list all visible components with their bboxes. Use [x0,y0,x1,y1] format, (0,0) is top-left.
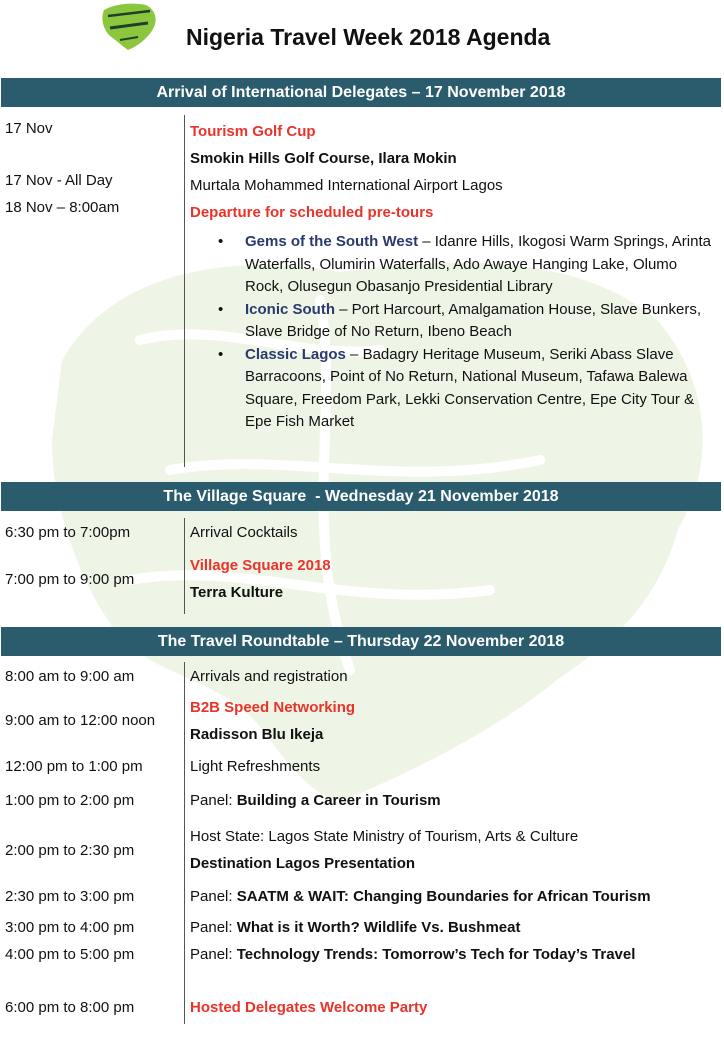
tour-description: – Port Harcourt, Amalgamation House, Slave Bunkers, Slave Bridge of No Return, Ibeno Beach [245,300,702,340]
event-title: Arrivals and registration [190,668,348,685]
event-title [190,946,635,964]
tour-description: – Badagry Heritage Museum, Seriki Abass Slave Barracoons, Point of No Return, National Museum, Tafawa Balewa Square, Freedom Park, Lekki Conservation Centre, Epe City Tour & Epe Fish Market [245,345,695,430]
row-time: 3:00 pm to 4:00 pm [5,919,135,936]
bullet-icon: • [218,345,224,363]
tour-description: – Idanre Hills, Ikogosi Warm Springs, Arinta Waterfalls, Olumirin Waterfalls, Ado Awaye Hanging Lake, Olumo Rock, Olusegun Obasanjo Presidential Library [245,233,711,295]
row-time: 8:00 am to 9:00 am [5,668,135,685]
tour-name: Classic Lagos [245,345,346,363]
row-time: 6:00 pm to 8:00 pm [5,999,135,1016]
event-title: B2B Speed Networking [190,699,356,716]
event-title: Departure for scheduled pre-tours [190,204,434,221]
tour-name: Gems of the South West [245,233,419,250]
document-title: Nigeria Travel Week 2018 Agenda [186,24,551,50]
section-heading-travel-roundtable: The Travel Roundtable – Thursday 22 November 2018 [1,627,721,656]
row-time: 2:30 pm to 3:00 pm [5,888,135,905]
list-item [190,299,715,344]
row-time: 7:00 pm to 9:00 pm [5,571,135,588]
list-item [190,231,715,299]
event-title: Hosted Delegates Welcome Party [190,999,428,1016]
panel-prefix: Panel: [190,888,237,905]
row-time: 18 Nov – 8:00am [5,199,120,216]
event-title [190,792,441,810]
nigeria-travel-logo [98,2,160,52]
bullet-icon: • [218,233,224,250]
section-heading-arrival: Arrival of International Delegates – 17 November 2018 [1,78,721,107]
row-time: 6:30 pm to 7:00pm [5,524,131,541]
row-time: 9:00 am to 12:00 noon [5,712,156,729]
event-title: Light Refreshments [190,758,321,775]
event-venue: Smokin Hills Golf Course, Ilara Mokin [190,150,457,167]
row-time: 4:00 pm to 5:00 pm [5,946,135,963]
section-heading-village-square: The Village Square - Wednesday 21 November 2018 [1,482,721,511]
event-title: Tourism Golf Cup [190,123,316,140]
panel-topic: SAATM & WAIT: Changing Boundaries for African Tourism [236,888,651,905]
panel-topic: Technology Trends: Tomorrow’s Tech for Today’s Travel [236,946,636,963]
row-time: 12:00 pm to 1:00 pm [5,758,143,775]
panel-topic: Building a Career in Tourism [236,792,441,809]
row-time: 17 Nov [5,120,53,137]
row-time: 17 Nov - All Day [5,172,113,189]
list-item [190,344,715,434]
event-title [190,919,520,937]
panel-topic: What is it Worth? Wildlife Vs. Bushmeat [236,919,521,936]
tour-name: Iconic South [245,300,335,318]
event-location: Murtala Mohammed International Airport Lagos [190,177,503,194]
column-divider [184,662,185,1024]
event-venue: Radisson Blu Ikeja [190,726,324,743]
event-title: Village Square 2018 [190,557,331,574]
panel-prefix: Panel: [190,919,237,936]
panel-prefix: Panel: [190,792,237,809]
row-time: 1:00 pm to 2:00 pm [5,792,135,809]
column-divider [184,518,185,614]
panel-prefix: Panel: [190,946,237,963]
event-venue: Terra Kulture [190,584,284,601]
row-time: 2:00 pm to 2:30 pm [5,842,135,859]
column-divider [184,115,185,467]
bullet-icon: • [218,300,224,318]
event-title: Destination Lagos Presentation [190,855,416,872]
event-host: Host State: Lagos State Ministry of Tourism, Arts & Culture [190,828,579,845]
event-title: Arrival Cocktails [190,524,298,541]
event-title [190,888,651,906]
pre-tour-list [190,231,715,434]
